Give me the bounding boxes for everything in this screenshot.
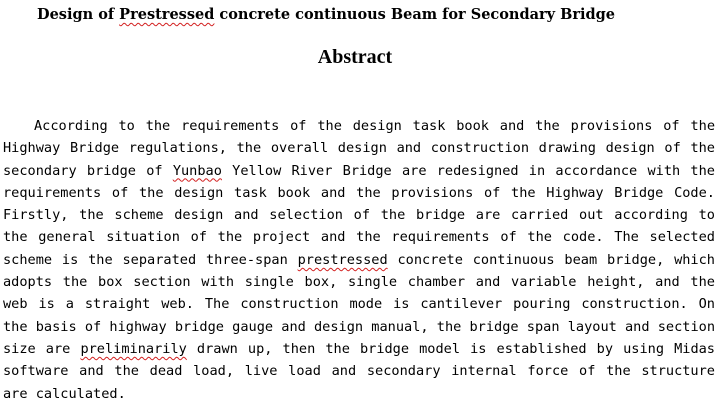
paragraph-line: web is a straight web. The construction mode is cantilever pouring construction. On bbox=[3, 296, 715, 313]
paragraph-line: the basis of highway bridge gauge and design manual, the bridge span layout and section bbox=[3, 318, 716, 335]
document-title bbox=[37, 4, 707, 26]
paragraph-line: software and the dead load, live load and secondary internal force of the structure bbox=[3, 363, 715, 380]
paragraph-line: Firstly, the scheme design and selection of the bridge are carried out according to bbox=[3, 207, 715, 224]
paragraph-line: According to the requirements of the design task book and the provisions of the bbox=[34, 118, 715, 134]
title-marked-word: Prestressed bbox=[119, 6, 215, 23]
paragraph-line: are calculated. bbox=[3, 385, 126, 402]
spellcheck-flagged-word: preliminarily bbox=[80, 340, 187, 357]
paragraph-line: Highway Bridge regulations, the overall design and construction drawing design of the bbox=[3, 140, 715, 157]
paragraph-line: secondary bridge of Yunbao Yellow River Bridge are redesigned in accordance with the bbox=[3, 162, 715, 179]
abstract-heading: Abstract bbox=[317, 46, 393, 68]
abstract-paragraph bbox=[3, 115, 715, 405]
paragraph-line: requirements of the design task book and the provisions of the Highway Bridge Code. bbox=[3, 184, 715, 201]
paragraph-line: size are preliminarily drawn up, then the bridge model is established by using Midas bbox=[3, 340, 715, 357]
spellcheck-flagged-word: prestressed bbox=[297, 251, 388, 268]
paragraph-line: the general situation of the project and the requirements of the code. The selected bbox=[3, 229, 715, 246]
title-prefix: Design of bbox=[37, 6, 120, 23]
title-suffix: concrete continuous Beam for Secondary Bridge bbox=[214, 6, 616, 23]
paragraph-line: adopts the box section with single box, single chamber and variable height, and the bbox=[3, 274, 715, 291]
spellcheck-flagged-word: Yunbao bbox=[172, 162, 222, 179]
paragraph-line: scheme is the separated three-span prestressed concrete continuous beam bridge, which bbox=[3, 251, 715, 268]
